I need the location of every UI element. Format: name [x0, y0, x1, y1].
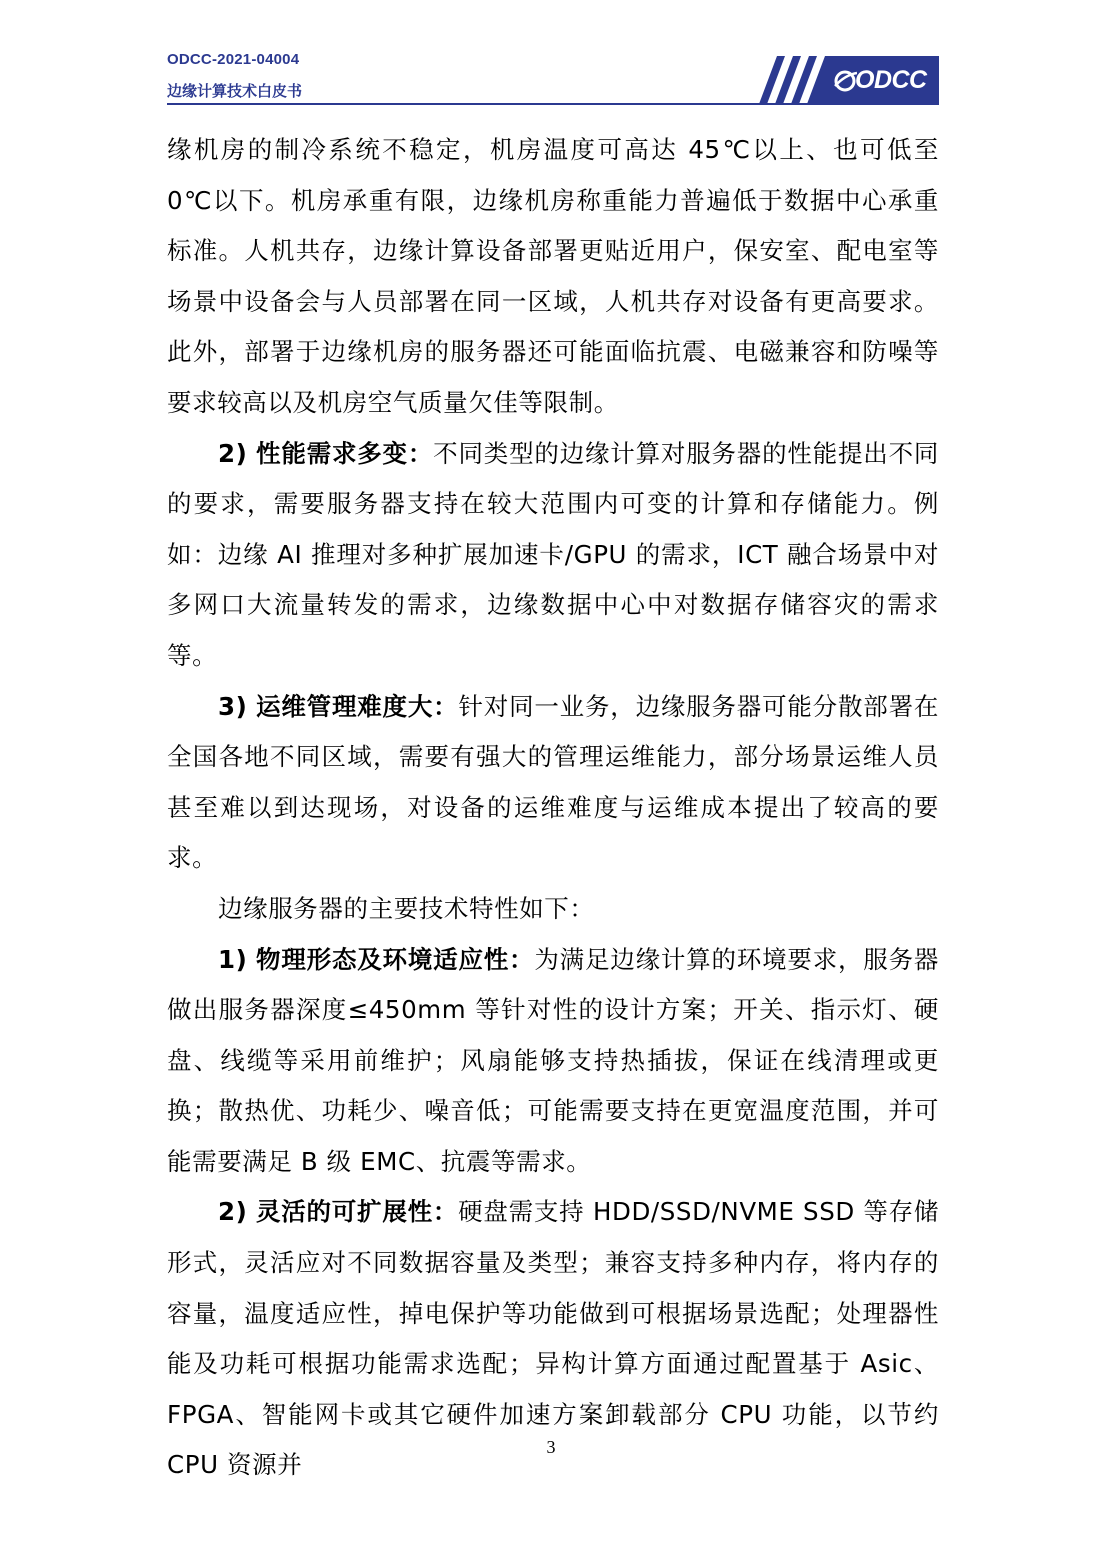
- page-body: [167, 125, 939, 1491]
- list-number: 2): [218, 438, 248, 468]
- odcc-logo-text: ODCC: [855, 66, 927, 94]
- header-logo-block: [737, 56, 939, 104]
- paragraph-heading: 物理形态及环境适应性：: [256, 944, 535, 974]
- paragraph-intro-features: 边缘服务器的主要技术特性如下：: [218, 893, 595, 923]
- paragraph-operations: [167, 682, 939, 884]
- odcc-logo-icon: [833, 69, 857, 93]
- paragraph-heading: 性能需求多变：: [256, 438, 434, 468]
- document-code: ODCC-2021-04004: [167, 51, 300, 68]
- paragraph-physical-form: [167, 935, 939, 1188]
- paragraph-performance: [167, 429, 939, 682]
- paragraph-text: 硬盘需支持 HDD/SSD/NVME SSD 等存储形式，灵活应对不同数据容量及类型；兼容支持多种内存，将内存的容量，温度适应性，掉电保护等功能做到可根据场景选配；处理器性能及功耗可根据功能需求选配；异构计算方面通过配置基于 Asic、FPGA、智能网卡或其它硬件加速方案卸载部分 CPU 功能，以节约 CPU 资源并: [167, 1197, 939, 1480]
- paragraph-text: 不同类型的边缘计算对服务器的性能提出不同的要求，需要服务器支持在较大范围内可变的计算和存储能力。例如：边缘 AI 推理对多种扩展加速卡/GPU 的需求，ICT 融合场景中对多网口大流量转发的需求，边缘数据中心中对数据存储容灾的需求等。: [167, 438, 940, 670]
- paragraph-heading: 灵活的可扩展性：: [256, 1197, 459, 1227]
- document-title: 边缘计算技术白皮书: [167, 82, 303, 100]
- list-number: 2): [218, 1197, 248, 1227]
- page-header: [167, 50, 939, 106]
- paragraph-heading: 运维管理难度大：: [256, 691, 459, 721]
- list-number: 3): [218, 691, 248, 721]
- page-number: 3: [546, 1437, 556, 1457]
- paragraph-text: 为满足边缘计算的环境要求，服务器做出服务器深度≤450mm 等针对性的设计方案；开关、指示灯、硬盘、线缆等采用前维护；风扇能够支持热插拔，保证在线清理或更换；散热优、功耗少、噪音低；可能需要支持在更宽温度范围，并可能需要满足 B 级 EMC、抗震等需求。: [167, 944, 939, 1176]
- paragraph-environment: 缘机房的制冷系统不稳定，机房温度可高达 45℃以上、也可低至 0℃以下。机房承重有限，边缘机房称重能力普遍低于数据中心承重标准。人机共存，边缘计算设备部署更贴近用户，保安室、配电室等场景中设备会与人员部署在同一区域，人机共存对设备有更高要求。此外，部署于边缘机房的服务器还可能面临抗震、电磁兼容和防噪等要求较高以及机房空气质量欠佳等限制。: [167, 135, 939, 417]
- list-number: 1): [218, 944, 248, 974]
- paragraph-text: 针对同一业务，边缘服务器可能分散部署在全国各地不同区域，需要有强大的管理运维能力，部分场景运维人员甚至难以到达现场，对设备的运维难度与运维成本提出了较高的要求。: [167, 691, 939, 873]
